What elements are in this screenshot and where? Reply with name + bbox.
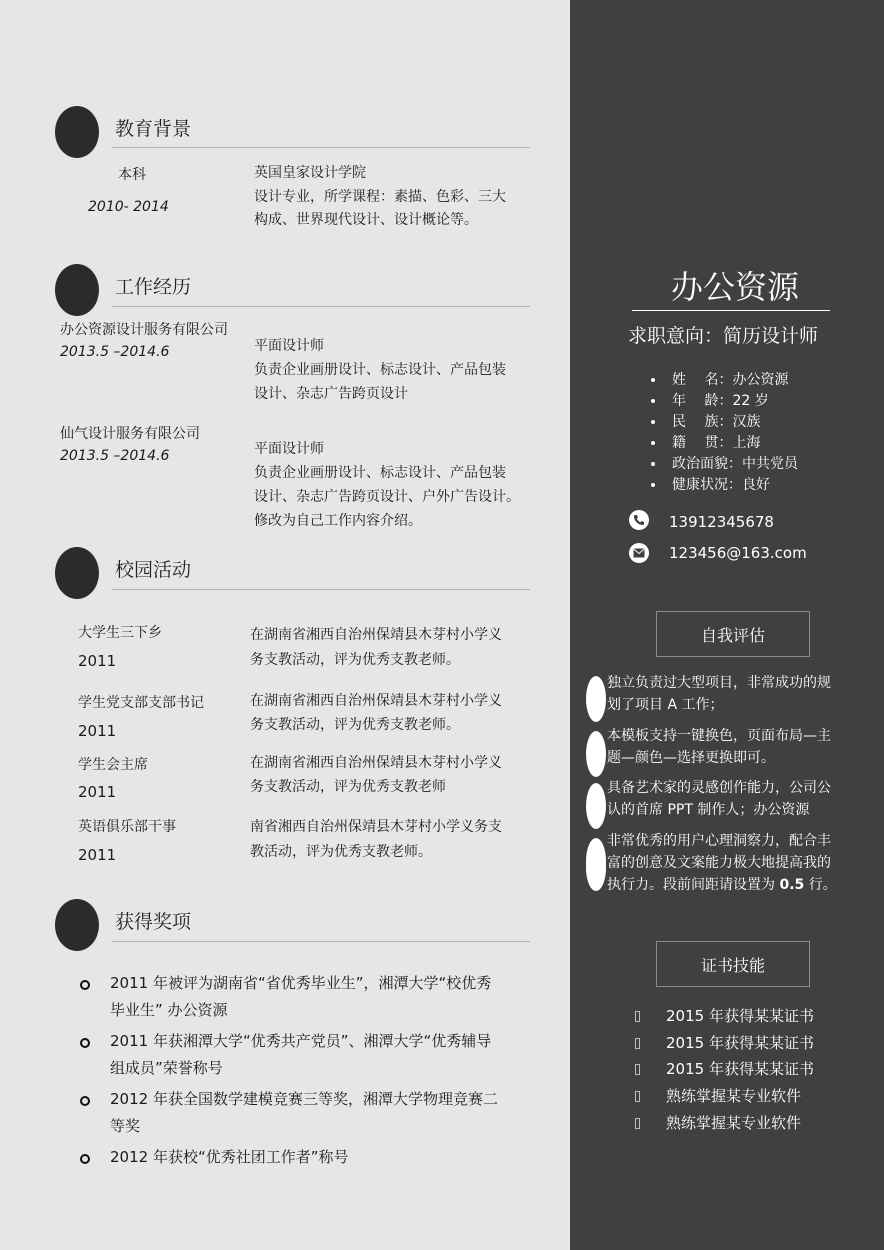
divider [112,589,530,590]
section-marker-icon [55,899,99,951]
bullet-icon [635,1038,640,1049]
info-politics: 政治面貌：中共党员 [672,456,798,472]
campus-role: 大学生三下乡 [78,625,162,641]
bullet-icon [651,399,655,403]
skill-item: 2015 年获得某某证书 [666,1060,814,1078]
education-degree: 本科 [118,167,146,183]
campus-year: 2011 [78,722,117,740]
skills-title: 证书技能 [656,941,810,987]
education-title: 教育背景 [115,118,192,140]
campus-desc: 在湖南省湘西自治州保靖县木芽村小学义 [250,693,502,709]
info-health: 健康状况：良好 [672,477,770,493]
campus-year: 2011 [78,846,117,864]
campus-role: 学生党支部支部书记 [78,695,204,711]
info-ethnicity: 民 族：汉族 [672,414,761,430]
bullet-icon [586,783,606,829]
education-years: 2010- 2014 [88,199,169,215]
education-school: 英国皇家设计学院 [254,165,366,181]
divider [632,310,830,311]
info-age: 年 龄：22 岁 [672,393,769,409]
phone-number[interactable]: 13912345678 [669,513,774,531]
bullet-icon [651,483,655,487]
job-desc: 修改为自己工作内容介绍。 [254,513,422,529]
award-line: 2011 年获湘潭大学“优秀共产党员”、湘潭大学“优秀辅导 [110,1032,492,1050]
evaluation-item: 非常优秀的用户心理洞察力，配合丰 富的创意及文案能力极大地提高我的 执行力。段前间距请设置为 0.5 行。 [607,833,837,893]
bullet-icon [635,1091,640,1102]
job-role: 平面设计师 [254,441,324,457]
evaluation-item: 本模板支持一键换色，页面布局—主 题—颜色—选择更换即可。 [607,728,831,766]
bullet-icon [586,676,606,722]
job-period: 2013.5 –2014.6 [60,448,170,464]
campus-year: 2011 [78,783,117,801]
divider [112,147,530,148]
skill-item: 2015 年获得某某证书 [666,1007,814,1025]
bullet-icon [651,378,655,382]
skill-item: 熟练掌握某专业软件 [666,1087,802,1105]
award-line: 2012 年获全国数学建模竞赛三等奖，湘潭大学物理竞赛二 [110,1090,498,1108]
divider [112,306,530,307]
campus-desc: 教活动，评为优秀支教老师。 [250,844,432,860]
campus-desc: 务支教活动，评为优秀支教老师 [250,779,446,795]
job-desc: 负责企业画册设计、标志设计、产品包装 [254,362,506,378]
info-origin: 籍 贯：上海 [672,435,761,451]
bullet-icon [635,1064,640,1075]
section-marker-icon [55,264,99,316]
award-line: 组成员”荣誉称号 [110,1059,223,1077]
job-role: 平面设计师 [254,338,324,354]
bullet-icon [651,441,655,445]
job-desc: 设计、杂志广告跨页设计、户外广告设计。 [254,489,520,505]
mail-icon [629,543,649,563]
campus-desc: 务支教活动，评为优秀支教老师。 [250,717,460,733]
section-marker-icon [55,106,99,158]
email-address[interactable]: 123456@163.com [669,544,807,562]
bullet-icon [635,1118,640,1129]
campus-desc: 南省湘西自治州保靖县木芽村小学义务支 [250,819,502,835]
evaluation-title: 自我评估 [656,611,810,657]
divider [112,941,530,942]
job-period: 2013.5 –2014.6 [60,344,170,360]
campus-desc: 务支教活动，评为优秀支教老师。 [250,652,460,668]
job-desc: 负责企业画册设计、标志设计、产品包装 [254,465,506,481]
job-desc: 设计、杂志广告跨页设计 [254,386,408,402]
job-company: 仙气设计服务有限公司 [60,426,200,442]
profile-objective: 求职意向：简历设计师 [628,325,819,347]
campus-title: 校园活动 [115,559,192,581]
bullet-icon [80,1154,90,1164]
award-line: 毕业生” 办公资源 [110,1001,228,1019]
section-marker-icon [55,547,99,599]
bullet-icon [651,420,655,424]
campus-desc: 在湖南省湘西自治州保靖县木芽村小学义 [250,755,502,771]
skill-item: 熟练掌握某专业软件 [666,1114,802,1132]
phone-icon [629,510,649,530]
skill-item: 2015 年获得某某证书 [666,1034,814,1052]
profile-name: 办公资源 [670,268,799,306]
awards-title: 获得奖项 [115,911,192,933]
award-line: 2011 年被评为湖南省“省优秀毕业生”，湘潭大学“校优秀 [110,974,492,992]
work-title: 工作经历 [115,276,192,298]
job-company: 办公资源设计服务有限公司 [60,322,228,338]
evaluation-item: 独立负责过大型项目，非常成功的规 划了项目 A 工作； [607,675,831,713]
education-desc-2: 构成、世界现代设计、设计概论等。 [254,212,478,228]
award-line: 等奖 [110,1117,141,1135]
bullet-icon [651,462,655,466]
bullet-icon [80,1038,90,1048]
info-name: 姓 名：办公资源 [672,372,789,388]
campus-role: 英语俱乐部干事 [78,819,176,835]
campus-year: 2011 [78,652,117,670]
campus-desc: 在湖南省湘西自治州保靖县木芽村小学义 [250,627,502,643]
campus-role: 学生会主席 [78,757,148,773]
evaluation-item: 具备艺术家的灵感创作能力，公司公 认的首席 PPT 制作人；办公资源 [607,780,831,818]
bullet-icon [80,1096,90,1106]
bullet-icon [586,845,606,891]
bullet-icon [635,1011,640,1022]
bullet-icon [80,980,90,990]
education-desc-1: 设计专业，所学课程：素描、色彩、三大 [254,189,506,205]
bullet-icon [586,731,606,777]
award-line: 2012 年获校“优秀社团工作者”称号 [110,1148,349,1166]
